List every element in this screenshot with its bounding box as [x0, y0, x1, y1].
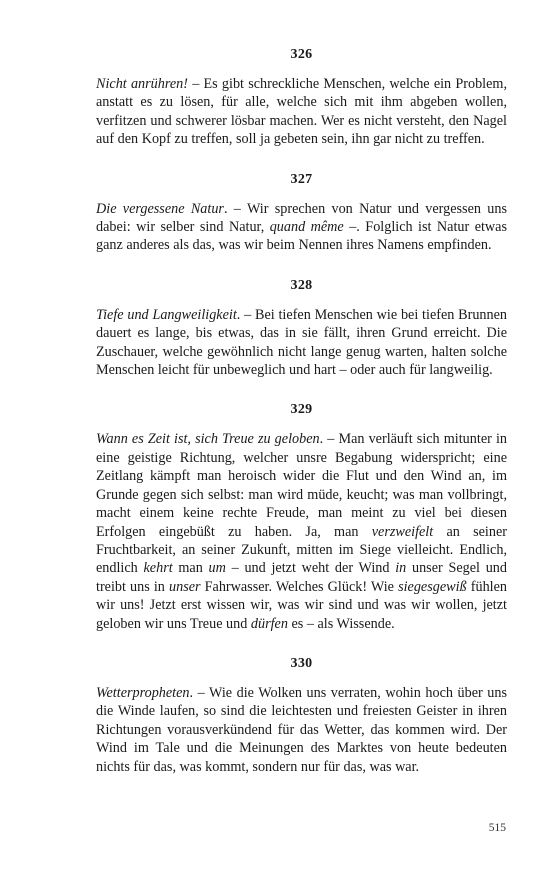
section-title: Wann es Zeit ist, sich Treue zu geloben — [96, 431, 320, 448]
section-329 — [96, 401, 507, 632]
section-328 — [96, 277, 507, 380]
emphasis: um — [208, 560, 226, 577]
section-paragraph — [96, 684, 507, 776]
emphasis: verzweifelt — [371, 523, 434, 540]
section-number: 327 — [290, 171, 313, 187]
section-title: Die vergessene Natur — [96, 200, 224, 217]
section-title: Wetterpropheten — [96, 684, 190, 701]
section-number: 326 — [290, 47, 313, 62]
section-paragraph — [96, 430, 507, 632]
section-330 — [96, 655, 507, 776]
section-number: 329 — [290, 402, 313, 418]
page-body — [96, 46, 507, 776]
section-text: – Es gibt schreckliche Menschen, welche ein Problem, anstatt es zu lösen, für alle, welche sich mit ihm abgeben wollen, verfitzen und schwerer lösbar machen. Wer es nicht versteht, den Nagel auf den Kopf zu treffen, soll ja gebeten sein, ihn gar nicht zu treffen. — [96, 76, 507, 148]
section-text: es – als Wissende. — [287, 615, 395, 632]
emphasis: in — [395, 560, 407, 577]
page-number: 515 — [488, 822, 506, 834]
section-text: . – Man verläuft sich mitunter in eine geistige Richtung, welcher unsre Begabung widerspricht; eine Zeitlang kämpft man heroisch wider die Flut und den Wind an, im Grunde gegen sich selbst: man wird müde, keucht; was man vollbringt, macht einem keine rechte Freude, man meint zu viel bei diesen Erfolgen eingebüßt zu haben. Ja, man — [96, 431, 507, 540]
section-title: Tiefe und Langweiligkeit — [96, 306, 237, 323]
emphasis: quand même — [269, 219, 344, 236]
section-text: fühlen wir uns! Jetzt erst wissen wir, was wir sind und was wir wollen, jetzt geloben wir uns Treue und — [96, 578, 507, 632]
section-text: . – Bei tiefen Menschen wie bei tiefen Brunnen dauert es lange, bis etwas, das in sie fällt, ihren Grund erreicht. Die Zuschauer, welche gewöhnlich nicht lange genug warten, halten solche Menschen leicht für unbeweglich und hart – oder auch für langweilig. — [96, 306, 508, 379]
section-text: – und jetzt weht der Wind — [225, 560, 396, 577]
section-text: Fahrwasser. Welches Glück! Wie — [200, 578, 399, 595]
section-text: man — [172, 560, 209, 577]
section-number: 330 — [290, 655, 313, 671]
section-text: unser Segel und treibt uns in — [96, 560, 507, 595]
section-text: . – Wir sprechen von Natur und vergessen uns dabei: wir selber sind Natur, — [96, 200, 507, 236]
emphasis: dürfen — [250, 615, 288, 632]
emphasis: siegesgewiß — [398, 578, 467, 595]
section-paragraph — [96, 75, 507, 149]
section-327 — [96, 171, 507, 255]
section-paragraph — [96, 306, 507, 380]
emphasis: kehrt — [143, 560, 173, 577]
section-paragraph — [96, 200, 507, 255]
section-number: 328 — [290, 277, 313, 293]
section-text: –. Folglich ist Natur etwas ganz anderes als das, was wir beim Nennen ihres Namens empfinden. — [96, 219, 507, 254]
emphasis: unser — [169, 578, 201, 595]
section-text: an seiner Fruchtbarkeit, an seiner Zukunft, mitten im Siege vielleicht. Endlich, endlich — [96, 523, 507, 577]
section-title: Nicht anrühren! — [96, 76, 188, 92]
section-text: . – Wie die Wolken uns verraten, wohin hoch über uns die Winde laufen, so sind die leichtesten und freiesten Geister in ihren Richtungen vorausverkündend für das Wetter, das kommen wird. Der Wind im Tale und die Meinungen des Marktes von heute bedeuten nichts für das, was kommt, sondern nur für das, was war. — [96, 684, 507, 775]
section-326 — [96, 46, 507, 149]
